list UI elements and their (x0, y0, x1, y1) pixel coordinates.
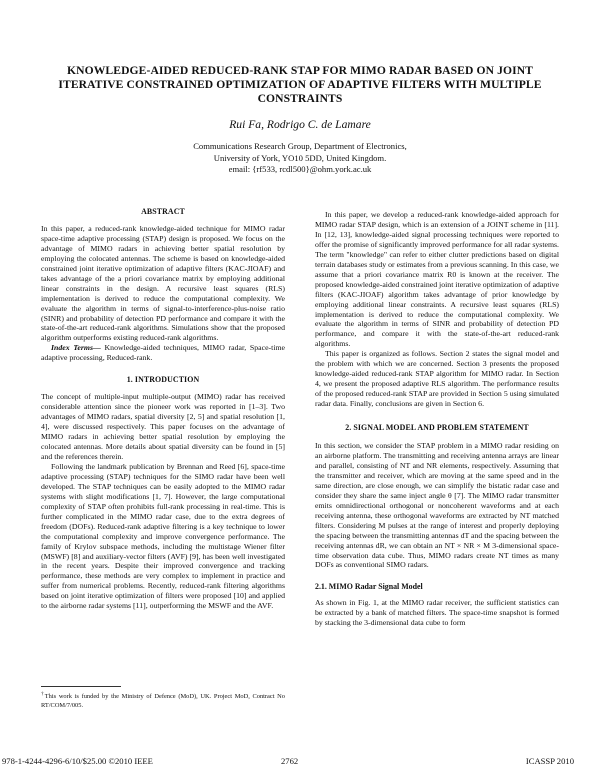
right-paragraph-1: In this paper, we develop a reduced-rank knowledge-aided approach for MIMO radar STAP design, which is an extension of a JOINT scheme in [11]. In [12, 13], knowledge-aided signal processing techniques were reported to offer the promise of significantly improved performance for all radar systems. The term "knowledge" can refer to either clutter predictions based on digital terrain databases study or estimates from a previous scanning. In this case, we assume that a priori covariance matrix R0 is known at the receiver. The proposed knowledge-aided constrained joint iterative optimization of adaptive filters (KAC-JIOAF) algorithm takes advantage of prior knowledge by employing additional linear constraints. A recursive least squares (RLS) implementation is derived to reduce the computational complexity. We evaluate the algorithm in terms of SINR and probability of detection PD performance, and compare it with the state-of-the-art reduced-rank algorithms. (315, 210, 560, 349)
left-column (41, 207, 285, 611)
footnote: †This work is funded by the Ministry of Defence (MoD), UK. Project MoD, Contract No RT/COM/7/005. (41, 691, 285, 709)
section-2-heading: 2. SIGNAL MODEL AND PROBLEM STATEMENT (345, 423, 529, 433)
right-paragraph-2: This paper is organized as follows. Section 2 states the signal model and the problem with which we are concerned. Section 3 presents the proposed knowledge-aided reduced-rank STAP algorithm for MIMO radar. In Section 4, we present the proposed adaptive RLS algorithm. The performance results of the proposed reduced-rank STAP are provided in Section 5 using simulated radar data. Finally, conclusions are given in Section 6. (315, 349, 559, 409)
footnote-text: This work is funded by the Ministry of Defence (MoD), UK. Project MoD, Contract No RT/COM/7/005. (41, 693, 285, 709)
footer-venue: ICASSP 2010 (525, 756, 574, 766)
introduction-paragraph-2: Following the landmark publication by Brennan and Reed [6], space-time adaptive processing (STAP) techniques for the SIMO radar have been well developed. The STAP techniques can be easily adopted to the MIMO radar systems with slight modifications [1, 7]. However, the large computational complexity of STAP often prohibits full-rank processing in real-time. This is further complicated in the MIMO radar case, due to the extra degrees of freedom (DOFs). Reduced-rank adaptive filtering is a key technique to lower the computational complexity and improve convergence performance. The family of Krylov subspace methods, including the multistage Wiener filter (MSWF) [8] and auxiliary-vector filters (AVF) [9], has been well investigated in the recent years. Despite their improved convergence and tracking performance, these methods are very complex to implement in practice and suffer from numerical problems. Recently, reduced-rank filtering algorithms based on joint iterative optimization of filters were proposed [10] and applied to the airborne radar systems [11], outperforming the MSWF and the AVF. (41, 461, 285, 611)
introduction-heading: 1. INTRODUCTION (126, 375, 200, 385)
right-column (315, 210, 559, 628)
affiliation-email: email: {rf533, rcdl500}@ohm.york.ac.uk (228, 164, 372, 174)
affiliation-line: University of York, YO10 5DD, United Kingdom. (213, 152, 387, 163)
section-2-1-heading: 2.1. MIMO Radar Signal Model (315, 582, 423, 592)
affiliation-line: Communications Research Group, Department of Electronics, (193, 141, 407, 151)
affiliation-block (100, 141, 500, 176)
index-terms (41, 343, 285, 363)
footnote-rule (41, 686, 121, 687)
introduction-paragraph-1: The concept of multiple-input multiple-output (MIMO) radar has received considerable attention since the pioneer work was reported in [1–3]. Two advantages of MIMO radars, spatial diversity [2, 5] and spatial resolution [1, 4], were discussed respectively. This paper focuses on the advantage of MIMO radars in achieving better spatial resolution by employing the colocated antennas. More details about spatial diversity can be found in [5] and the references therein. (41, 392, 285, 461)
paper-title: KNOWLEDGE-AIDED REDUCED-RANK STAP FOR MIMO RADAR BASED ON JOINT ITERATIVE CONSTRAINED OPTIMIZATION OF ADAPTIVE FILTERS WITH MULTIPLE CONSTRAINTS (58, 64, 542, 105)
footer-isbn: 978-1-4244-4296-6/10/$25.00 ©2010 IEEE (2, 756, 153, 766)
index-terms-text: Knowledge-aided techniques, MIMO radar, Space-time adaptive processing, Reduced-rank. (41, 343, 286, 363)
abstract-heading: ABSTRACT (141, 207, 185, 216)
footer-page-number: 2762 (281, 756, 299, 766)
author-names: Rui Fa, Rodrigo C. de Lamare (229, 118, 371, 131)
abstract-text: In this paper, a reduced-rank knowledge-aided technique for MIMO radar space-time adaptive processing (STAP) design is proposed. We focus on the advantage of MIMO radars in achieving better spatial resolution by employing the colocated antennas. The scheme is based on knowledge-aided constrained joint iterative optimization of adaptive filters (KAC-JIOAF) and takes advantage of the a priori covariance matrix by employing additional linear constraints in the design. A recursive least squares (RLS) implementation is derived to reduce the computational complexity. We evaluate the algorithm in terms of signal-to-interference-plus-noise ratio (SINR) and probability of detection PD performance and compare it with the state-of-the-art reduced-rank algorithms. Simulations show that the proposed algorithm outperforms existing reduced-rank algorithms. (41, 223, 285, 343)
index-terms-label: Index Terms— (51, 343, 101, 353)
section-2-paragraph: In this section, we consider the STAP problem in a MIMO radar residing on an airborne platform. The transmitting and receiving antenna arrays are linear and parallel, consisting of NT and NR elements, respectively. Assuming that the transmitter and receiver, which are moving at the same speed and in the same direction, are close enough, we can simplify the bistatic radar case and consider they share the same inject angle θ [7]. The MIMO radar transmitter emits omnidirectional orthogonal or noncoherent waveforms and at each receiving antenna, these orthogonal waveforms are extracted by NT matched filters. Considering M pulses at the range of interest and properly deploying the spacing between the transmitting antennas dT and the spacing between the receiving antennas dR, we can obtain an NT × NR × M 3-dimensional space-time observation data cube. Thus, MIMO radars create NT times as many DOFs as conventional SIMO radars. (315, 441, 559, 570)
section-2-1-paragraph: As shown in Fig. 1, at the MIMO radar receiver, the sufficient statistics can be extracted by a bank of matched filters. The space-time snapshot is formed by stacking the 3-dimensional data cube to form (315, 598, 559, 628)
